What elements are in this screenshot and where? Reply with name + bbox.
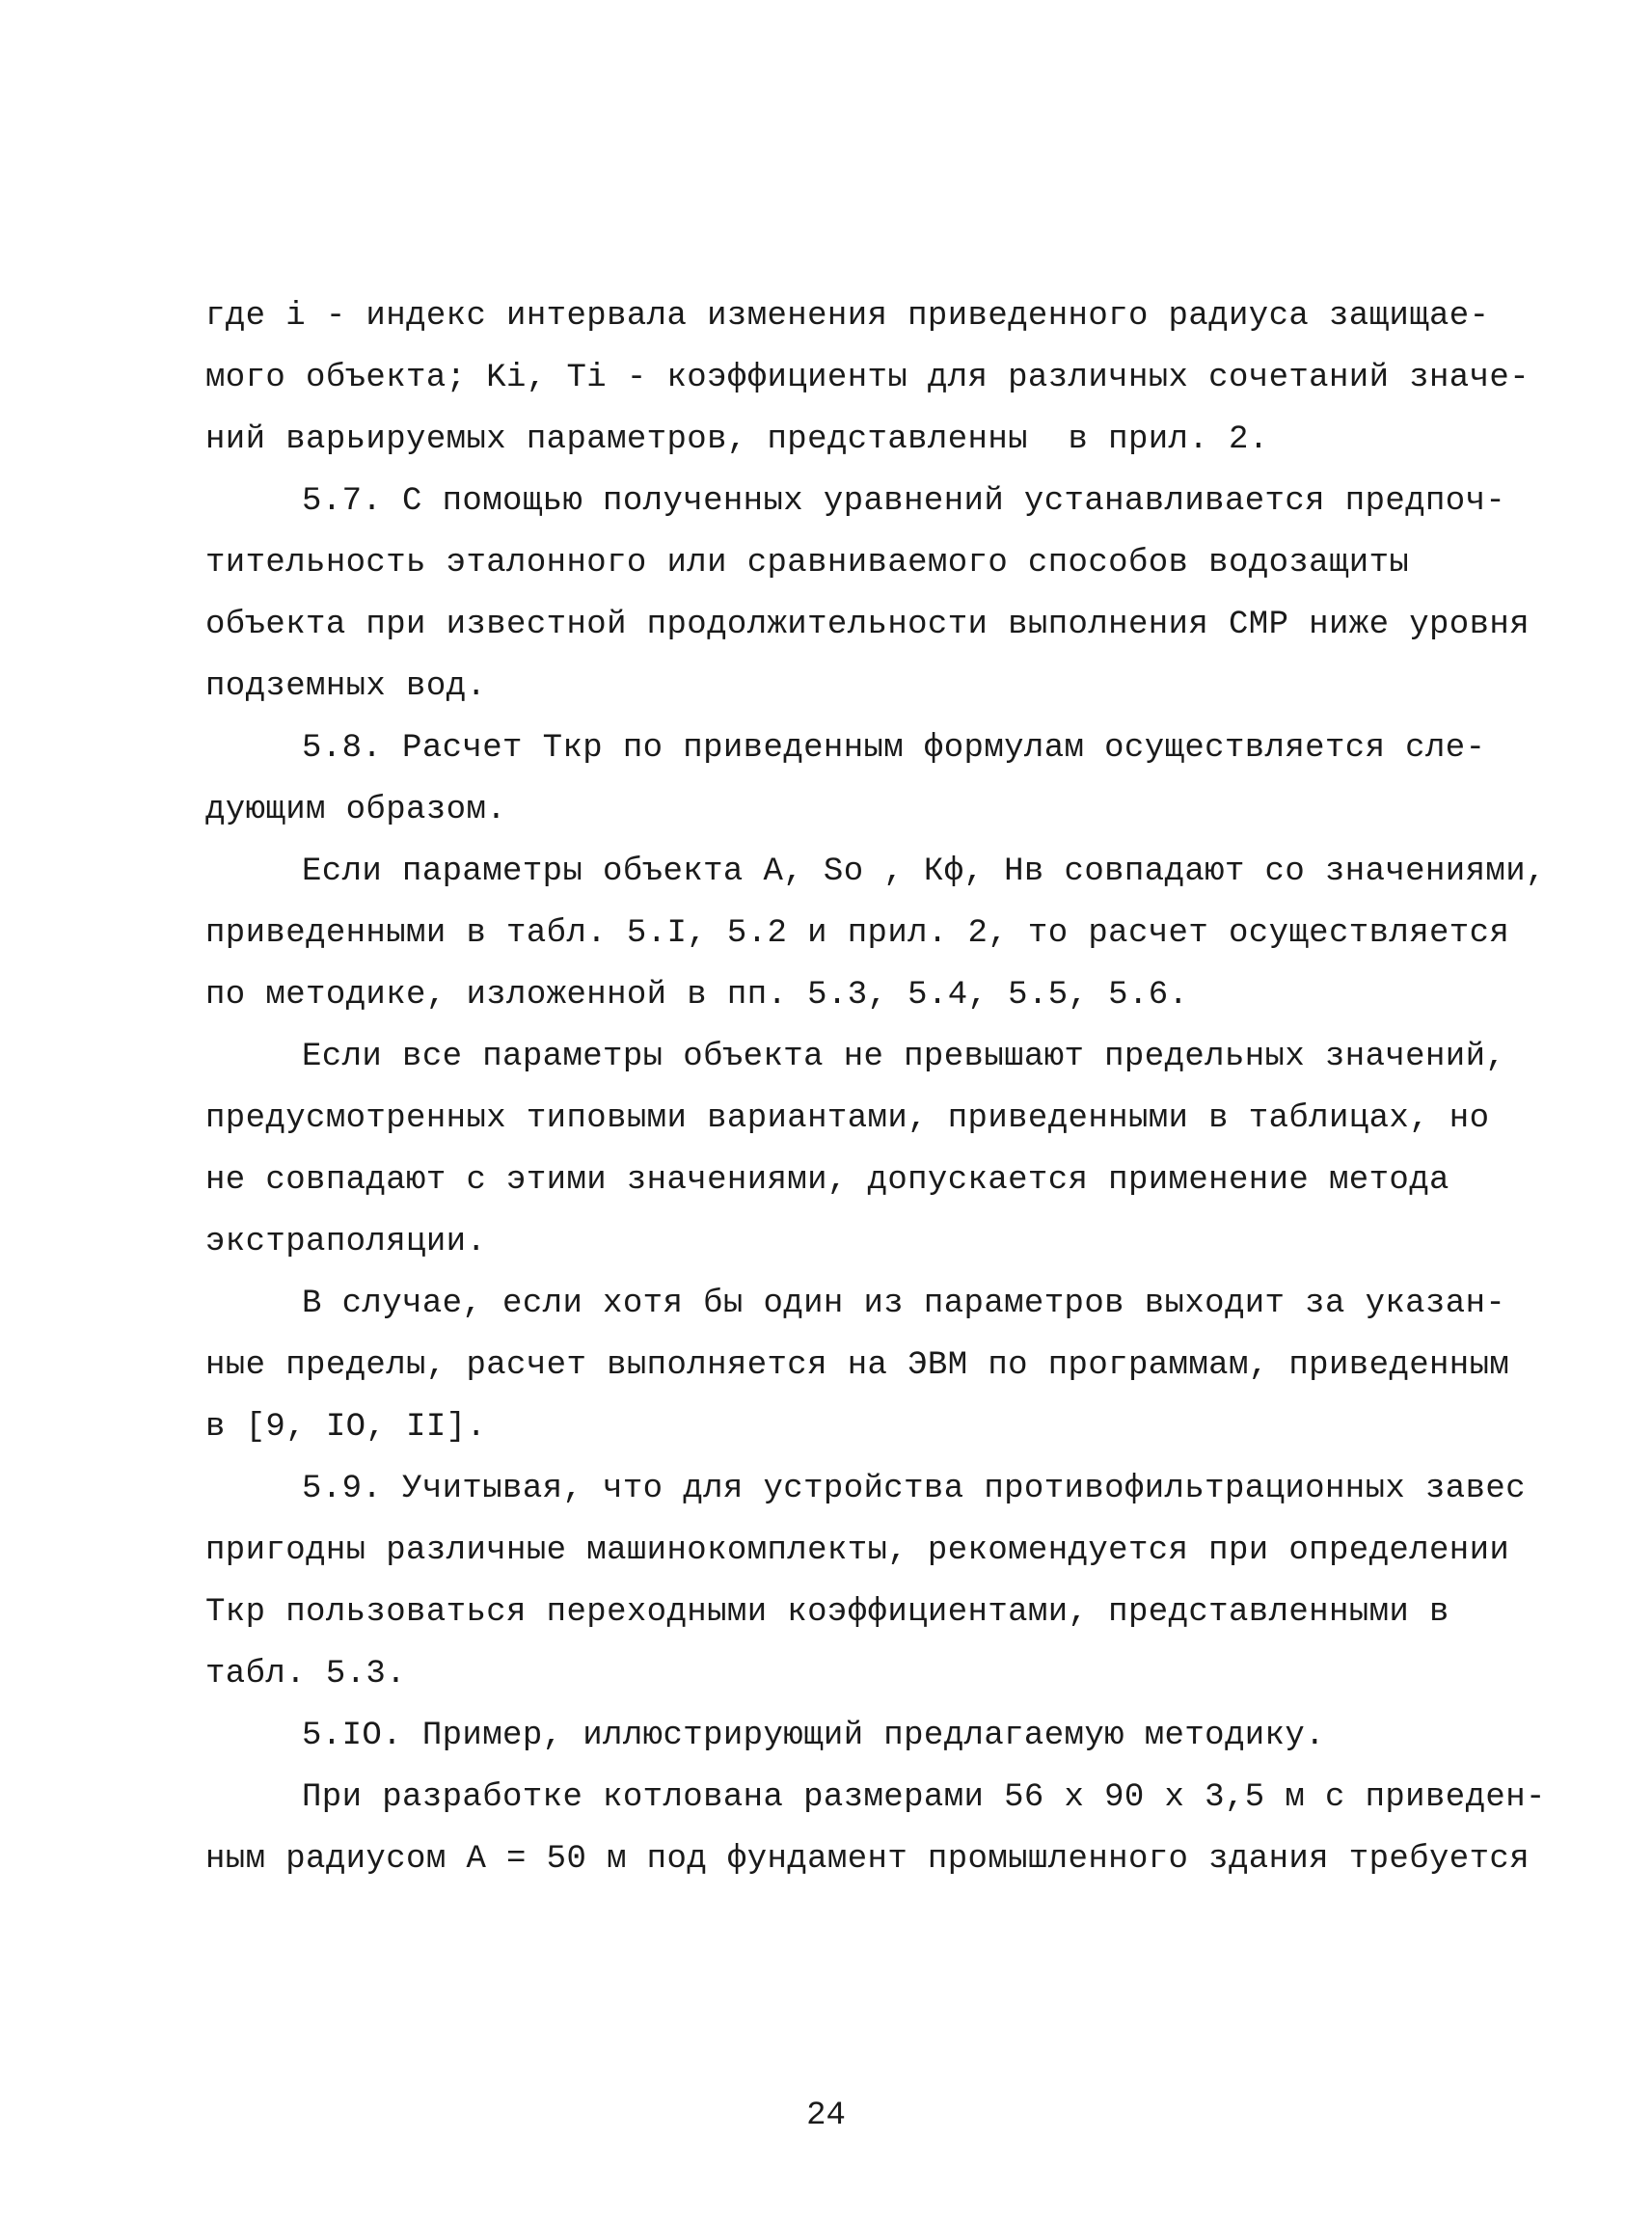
paragraph-start-line: 5.IO. Пример, иллюстрирующий предлагаемую методику.: [302, 1718, 1325, 1754]
paragraph-start-line: Если все параметры объекта не превышают предельных значений,: [302, 1039, 1506, 1075]
text-line: мого объекта; Ki, Ti - коэффициенты для различных сочетаний значе-: [205, 360, 1530, 396]
text-line: Tкр пользоваться переходными коэффициентами, представленными в: [205, 1594, 1449, 1631]
paragraph-start-line: 5.7. С помощью полученных уравнений устанавливается предпоч-: [302, 483, 1506, 520]
text-line: приведенными в табл. 5.I, 5.2 и прил. 2, то расчет осуществляется: [205, 915, 1510, 952]
paragraph-start-line: 5.8. Расчет Tкр по приведенным формулам осуществляется сле-: [302, 730, 1486, 767]
text-line: подземных вод.: [205, 668, 487, 705]
paragraph-start-line: В случае, если хотя бы один из параметров выходит за указан-: [302, 1286, 1506, 1322]
text-line: ные пределы, расчет выполняется на ЭВМ по программам, приведенным: [205, 1347, 1510, 1384]
text-line: ным радиусом А = 50 м под фундамент промышленного здания требуется: [205, 1841, 1530, 1878]
text-line: дующим образом.: [205, 792, 507, 828]
text-line: не совпадают с этими значениями, допускается применение метода: [205, 1162, 1449, 1199]
text-line: в [9, IO, II].: [205, 1409, 487, 1446]
text-line: табл. 5.3.: [205, 1656, 407, 1693]
page-number: 24: [806, 2098, 846, 2134]
paragraph-start-line: 5.9. Учитывая, что для устройства противофильтрационных завес: [302, 1471, 1527, 1507]
text-line: предусмотренных типовыми вариантами, приведенными в таблицах, но: [205, 1100, 1490, 1137]
text-line: объекта при известной продолжительности выполнения СМР ниже уровня: [205, 607, 1530, 643]
text-line: где i - индекс интервала изменения приведенного радиуса защищае-: [205, 298, 1490, 335]
paragraph-start-line: Если параметры объекта А, So , Кф, Нв совпадают со значениями,: [302, 853, 1546, 890]
text-line: ний варьируемых параметров, представленны в прил. 2.: [205, 421, 1269, 458]
body-text: [205, 285, 1546, 1890]
paragraph-start-line: При разработке котлована размерами 56 х 90 х 3,5 м с приведен-: [302, 1779, 1546, 1816]
text-line: тительность эталонного или сравниваемого способов водозащиты: [205, 545, 1410, 582]
text-line: пригодны различные машинокомплекты, рекомендуется при определении: [205, 1532, 1510, 1569]
text-line: экстраполяции.: [205, 1224, 487, 1260]
text-line: по методике, изложенной в пп. 5.3, 5.4, 5.5, 5.6.: [205, 977, 1189, 1014]
